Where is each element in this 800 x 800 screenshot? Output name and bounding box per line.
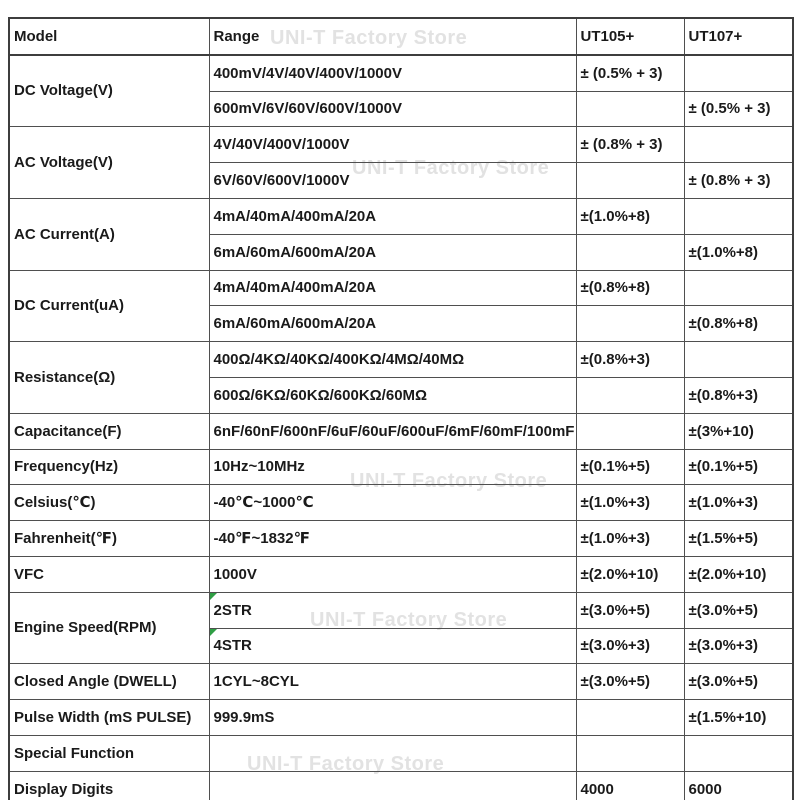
accuracy-ut105-cell: ±(0.8%+3) [576, 342, 684, 378]
range-cell: 6V/60V/600V/1000V [209, 163, 576, 199]
accuracy-ut105-cell: ±(0.1%+5) [576, 449, 684, 485]
range-cell: 2STR [209, 592, 576, 628]
accuracy-ut107-cell: ±(3%+10) [684, 413, 793, 449]
watermark-text: UNI-T Factory Store [310, 609, 508, 631]
range-cell: 10Hz~10MHz [209, 449, 576, 485]
accuracy-ut107-cell: ±(3.0%+5) [684, 592, 793, 628]
accuracy-ut107-cell [684, 127, 793, 163]
accuracy-ut107-cell: ±(0.8%+3) [684, 377, 793, 413]
accuracy-ut107-cell: ±(0.8%+8) [684, 306, 793, 342]
header-row [9, 18, 793, 55]
accuracy-ut107-cell: ±(3.0%+3) [684, 628, 793, 664]
table-row [9, 664, 793, 700]
model-cell: Pulse Width (mS PULSE) [9, 700, 209, 736]
model-cell: Capacitance(F) [9, 413, 209, 449]
range-cell: 4mA/40mA/400mA/20A [209, 198, 576, 234]
model-cell: Display Digits [9, 771, 209, 800]
column-header-model: Model [9, 18, 209, 55]
range-cell: 4STR [209, 628, 576, 664]
model-cell: Fahrenheit(℉) [9, 521, 209, 557]
table-row [9, 270, 793, 306]
range-cell: 400Ω/4KΩ/40KΩ/400KΩ/4MΩ/40MΩ [209, 342, 576, 378]
accuracy-ut107-cell: ±(3.0%+5) [684, 664, 793, 700]
accuracy-ut107-cell: ±(2.0%+10) [684, 556, 793, 592]
accuracy-ut105-cell [576, 377, 684, 413]
table-row [9, 592, 793, 628]
table-row [9, 735, 793, 771]
table-row [9, 449, 793, 485]
model-cell: Engine Speed(RPM) [9, 592, 209, 664]
accuracy-ut105-cell [576, 413, 684, 449]
accuracy-ut105-cell [576, 91, 684, 127]
range-cell: 4V/40V/400V/1000V [209, 127, 576, 163]
table-row [9, 771, 793, 800]
accuracy-ut105-cell: ±(3.0%+5) [576, 664, 684, 700]
accuracy-ut107-cell: ± (0.8% + 3) [684, 163, 793, 199]
range-cell: 400mV/4V/40V/400V/1000V [209, 55, 576, 91]
range-cell: 999.9mS [209, 700, 576, 736]
accuracy-ut105-cell: ±(2.0%+10) [576, 556, 684, 592]
range-cell: 1000V [209, 556, 576, 592]
model-cell: AC Current(A) [9, 198, 209, 270]
accuracy-ut105-cell [576, 163, 684, 199]
accuracy-ut107-cell: ± (0.5% + 3) [684, 91, 793, 127]
accuracy-ut107-cell: ±(1.0%+3) [684, 485, 793, 521]
accuracy-ut105-cell [576, 306, 684, 342]
range-cell: 6mA/60mA/600mA/20A [209, 306, 576, 342]
model-cell: Special Function [9, 735, 209, 771]
range-cell: 4mA/40mA/400mA/20A [209, 270, 576, 306]
range-cell: -40℃~1000℃ [209, 485, 576, 521]
range-cell: 600mV/6V/60V/600V/1000V [209, 91, 576, 127]
watermark-text: UNI-T Factory Store [247, 753, 445, 775]
model-cell: AC Voltage(V) [9, 127, 209, 199]
spec-table-body [9, 55, 793, 800]
watermark-text: UNI-T Factory Store [352, 157, 550, 179]
table-row [9, 198, 793, 234]
accuracy-ut105-cell: ± (0.8% + 3) [576, 127, 684, 163]
accuracy-ut107-cell [684, 735, 793, 771]
accuracy-ut105-cell: ±(3.0%+5) [576, 592, 684, 628]
watermark-text: UNI-T Factory Store [270, 27, 468, 49]
model-cell: Frequency(Hz) [9, 449, 209, 485]
accuracy-ut105-cell: ±(1.0%+8) [576, 198, 684, 234]
model-cell: DC Voltage(V) [9, 55, 209, 127]
accuracy-ut105-cell [576, 234, 684, 270]
table-row [9, 342, 793, 378]
model-cell: DC Current(uA) [9, 270, 209, 342]
accuracy-ut105-cell: ±(1.0%+3) [576, 521, 684, 557]
range-cell: -40℉~1832℉ [209, 521, 576, 557]
watermark-text: UNI-T Factory Store [350, 470, 548, 492]
accuracy-ut105-cell: ± (0.5% + 3) [576, 55, 684, 91]
model-cell: Resistance(Ω) [9, 342, 209, 414]
range-cell [209, 771, 576, 800]
accuracy-ut105-cell: ±(3.0%+3) [576, 628, 684, 664]
model-cell: Celsius(℃) [9, 485, 209, 521]
accuracy-ut107-cell: 6000 [684, 771, 793, 800]
column-header-ut107: UT107+ [684, 18, 793, 55]
table-row [9, 556, 793, 592]
table-row [9, 413, 793, 449]
range-cell: 1CYL~8CYL [209, 664, 576, 700]
model-cell: Closed Angle (DWELL) [9, 664, 209, 700]
range-cell [209, 735, 576, 771]
accuracy-ut105-cell: 4000 [576, 771, 684, 800]
accuracy-ut105-cell [576, 700, 684, 736]
table-row [9, 485, 793, 521]
range-cell: 600Ω/6KΩ/60KΩ/600KΩ/60MΩ [209, 377, 576, 413]
accuracy-ut107-cell: ±(1.0%+8) [684, 234, 793, 270]
table-row [9, 55, 793, 91]
column-header-ut105: UT105+ [576, 18, 684, 55]
comment-corner-icon [210, 629, 217, 636]
accuracy-ut107-cell [684, 198, 793, 234]
table-row [9, 127, 793, 163]
accuracy-ut107-cell [684, 342, 793, 378]
comment-corner-icon [210, 593, 217, 600]
accuracy-ut105-cell: ±(1.0%+3) [576, 485, 684, 521]
accuracy-ut105-cell: ±(0.8%+8) [576, 270, 684, 306]
column-header-range: Range [209, 18, 576, 55]
accuracy-ut107-cell [684, 55, 793, 91]
spec-table [8, 17, 794, 800]
accuracy-ut107-cell [684, 270, 793, 306]
range-cell: 6mA/60mA/600mA/20A [209, 234, 576, 270]
accuracy-ut107-cell: ±(1.5%+10) [684, 700, 793, 736]
accuracy-ut105-cell [576, 735, 684, 771]
table-row [9, 521, 793, 557]
range-cell: 6nF/60nF/600nF/6uF/60uF/600uF/6mF/60mF/100mF [209, 413, 576, 449]
table-row [9, 700, 793, 736]
accuracy-ut107-cell: ±(0.1%+5) [684, 449, 793, 485]
accuracy-ut107-cell: ±(1.5%+5) [684, 521, 793, 557]
model-cell: VFC [9, 556, 209, 592]
